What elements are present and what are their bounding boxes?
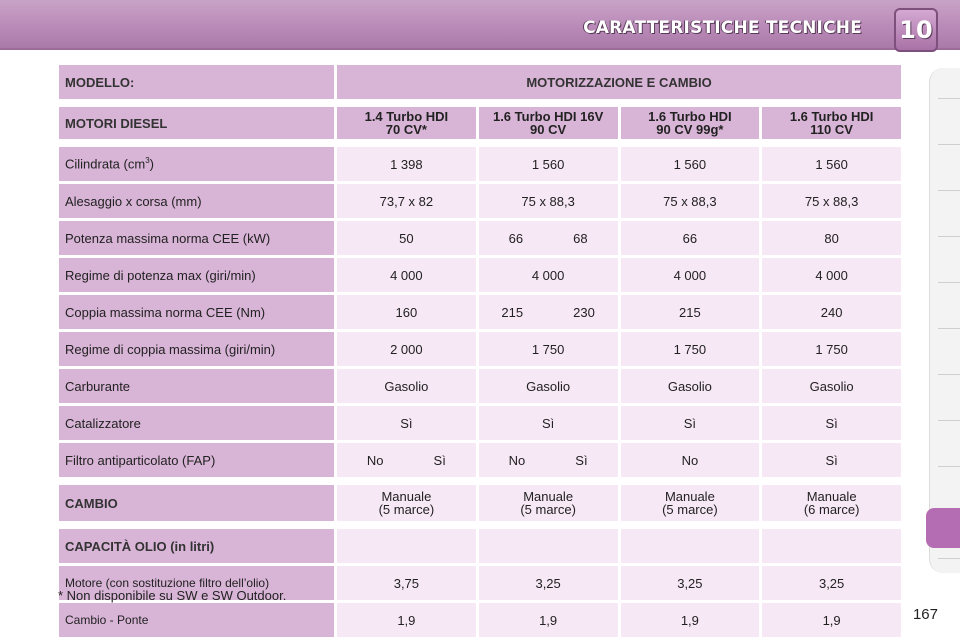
table-row xyxy=(59,184,901,218)
empty-cell xyxy=(621,529,760,563)
gearbox-cell xyxy=(479,485,618,521)
value-cell: Gasolio xyxy=(479,369,618,403)
gearbox-gears: (6 marce) xyxy=(803,502,860,517)
table-row xyxy=(59,406,901,440)
value-cell: 4 000 xyxy=(337,258,476,292)
row-label xyxy=(59,332,334,366)
gearbox-type: Manuale xyxy=(664,489,715,504)
split-value xyxy=(480,453,617,468)
model-name: 1.4 Turbo HDI xyxy=(364,109,449,124)
empty-cell xyxy=(479,529,618,563)
gearbox-label: CAMBIO xyxy=(59,485,334,521)
value-cell: 1 560 xyxy=(621,147,760,181)
model-header-cell xyxy=(479,107,618,139)
row-label xyxy=(59,295,334,329)
empty-cell xyxy=(762,529,901,563)
oil-row xyxy=(59,603,901,637)
split-part: 215 xyxy=(501,304,524,320)
row-label-text: Potenza massima norma CEE (kW) xyxy=(65,230,271,246)
gearbox-type: Manuale xyxy=(523,489,574,504)
row-label-text: Coppia massima norma CEE (Nm) xyxy=(65,304,266,320)
value-cell: Sì xyxy=(762,443,901,477)
row-label xyxy=(59,443,334,477)
row-label xyxy=(59,147,334,181)
value-cell: 1,9 xyxy=(337,603,476,637)
row-label-text: Filtro antiparticolato (FAP) xyxy=(65,452,216,468)
value-cell: 4 000 xyxy=(621,258,760,292)
row-label xyxy=(59,258,334,292)
value-cell: 75 x 88,3 xyxy=(479,184,618,218)
value-cell xyxy=(479,443,618,477)
model-power: 110 CV xyxy=(810,122,853,137)
model-name: 1.6 Turbo HDI 16V xyxy=(492,109,604,124)
row-label-text: Regime di coppia massima (giri/min) xyxy=(65,341,276,357)
value-cell: 2 000 xyxy=(337,332,476,366)
value-cell: 80 xyxy=(762,221,901,255)
section-title: MOTORIZZAZIONE E CAMBIO xyxy=(337,65,901,99)
value-cell: 1 398 xyxy=(337,147,476,181)
split-value xyxy=(338,453,475,468)
value-cell: Sì xyxy=(621,406,760,440)
row-label-text: Regime di potenza max (giri/min) xyxy=(65,267,256,283)
value-cell: 1 560 xyxy=(762,147,901,181)
value-cell: 73,7 x 82 xyxy=(337,184,476,218)
footnote: * Non disponibile su SW e SW Outdoor. xyxy=(58,588,287,603)
model-power: 90 CV 99g* xyxy=(656,122,724,137)
value-cell: 1,9 xyxy=(621,603,760,637)
value-cell: 240 xyxy=(762,295,901,329)
row-label-end: ) xyxy=(149,156,154,172)
value-cell: 3,25 xyxy=(762,566,901,600)
gearbox-type: Manuale xyxy=(806,489,857,504)
row-label-text: Carburante xyxy=(65,378,131,394)
value-cell: No xyxy=(621,443,760,477)
split-part: Sì xyxy=(433,452,446,468)
value-cell: Gasolio xyxy=(337,369,476,403)
value-cell: Sì xyxy=(337,406,476,440)
row-label-text: Cilindrata (cm xyxy=(65,156,146,172)
table-row xyxy=(59,221,901,255)
chapter-tab[interactable] xyxy=(926,508,960,548)
gearbox-gears: (5 marce) xyxy=(378,502,435,517)
value-cell: 3,75 xyxy=(337,566,476,600)
row-label-text: Catalizzatore xyxy=(65,415,141,431)
table-row xyxy=(59,295,901,329)
gearbox-cell xyxy=(337,485,476,521)
table-row xyxy=(59,443,901,477)
split-part: Sì xyxy=(575,452,588,468)
side-rail xyxy=(929,68,960,573)
value-cell: 75 x 88,3 xyxy=(621,184,760,218)
model-name: 1.6 Turbo HDI xyxy=(789,109,874,124)
model-header-cell xyxy=(762,107,901,139)
value-cell: 215 xyxy=(621,295,760,329)
value-cell: 4 000 xyxy=(479,258,618,292)
gearbox-gears: (5 marce) xyxy=(662,502,718,517)
value-cell: 1,9 xyxy=(479,603,618,637)
oil-header-row xyxy=(59,529,901,563)
model-power: 70 CV* xyxy=(385,122,427,137)
model-name: 1.6 Turbo HDI xyxy=(648,109,732,124)
value-cell: Gasolio xyxy=(621,369,760,403)
diesel-label: MOTORI DIESEL xyxy=(59,107,334,139)
table-row xyxy=(59,369,901,403)
gearbox-cell xyxy=(762,485,901,521)
row-label xyxy=(59,221,334,255)
value-cell xyxy=(479,221,618,255)
row-label xyxy=(59,406,334,440)
spec-table xyxy=(56,62,904,640)
model-label: MODELLO: xyxy=(59,65,334,99)
row-label xyxy=(59,184,334,218)
row-label xyxy=(59,369,334,403)
value-cell: 1 560 xyxy=(479,147,618,181)
split-part: 68 xyxy=(573,230,588,246)
oil-row-label: Motore (con sostituzione filtro dell’olio) xyxy=(59,566,334,600)
model-header-cell xyxy=(621,107,760,139)
split-value xyxy=(480,305,617,320)
oil-label: CAPACITÀ OLIO (in litri) xyxy=(59,529,334,563)
value-cell: 160 xyxy=(337,295,476,329)
split-part: No xyxy=(508,452,526,468)
value-cell: 1 750 xyxy=(479,332,618,366)
table-row xyxy=(59,258,901,292)
gearbox-type: Manuale xyxy=(381,489,432,504)
value-cell: 75 x 88,3 xyxy=(762,184,901,218)
value-cell: 50 xyxy=(337,221,476,255)
value-cell: 3,25 xyxy=(479,566,618,600)
value-cell: 1 750 xyxy=(621,332,760,366)
superscript: 3 xyxy=(145,156,150,166)
value-cell: Gasolio xyxy=(762,369,901,403)
value-cell xyxy=(337,443,476,477)
value-cell: 1 750 xyxy=(762,332,901,366)
value-cell: Sì xyxy=(479,406,618,440)
value-cell: 4 000 xyxy=(762,258,901,292)
value-cell: 1,9 xyxy=(762,603,901,637)
gearbox-cell xyxy=(621,485,760,521)
split-value xyxy=(480,231,617,246)
table-row xyxy=(59,332,901,366)
gearbox-gears: (5 marce) xyxy=(520,502,576,517)
empty-cell xyxy=(337,529,476,563)
model-header-cell xyxy=(337,107,476,139)
value-cell xyxy=(479,295,618,329)
value-cell: Sì xyxy=(762,406,901,440)
chapter-badge: 10 xyxy=(894,8,938,52)
page-title: CARATTERISTICHE TECNICHE xyxy=(583,18,862,38)
value-cell: 66 xyxy=(621,221,760,255)
row-label-text: Alesaggio x corsa (mm) xyxy=(65,193,202,209)
table-row xyxy=(59,147,901,181)
gearbox-row xyxy=(59,485,901,521)
value-cell: 3,25 xyxy=(621,566,760,600)
split-part: 230 xyxy=(573,304,595,320)
model-power: 90 CV xyxy=(530,122,567,137)
split-part: No xyxy=(366,452,384,468)
oil-row-label: Cambio - Ponte xyxy=(59,603,334,637)
split-part: 66 xyxy=(508,230,524,246)
page-number: 167 xyxy=(912,606,938,623)
